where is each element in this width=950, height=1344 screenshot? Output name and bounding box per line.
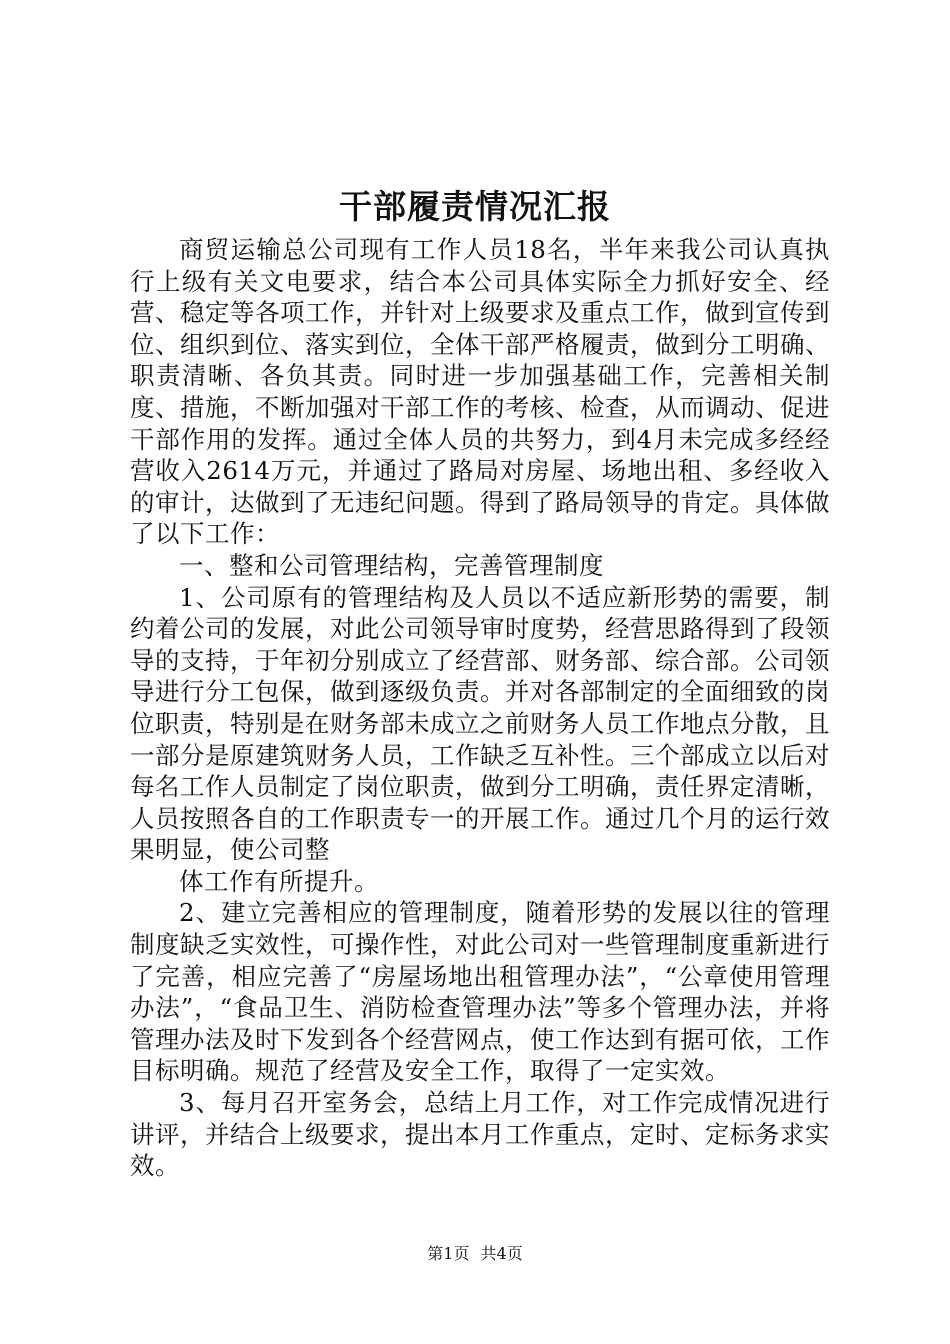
- section-heading-1: 一、整和公司管理结构，完善管理制度: [179, 550, 604, 580]
- item-1-continuation: 体工作有所提升。: [179, 866, 379, 896]
- item-1-paragraph: 1、公司原有的管理结构及人员以不适应新形势的需要，制约着公司的发展，对此公司领导审时度势，经营思路得到了段领导的支持，于年初分别成立了经营部、财务部、综合部。公司领导进行分工包保，做到逐级负责。并对各部制定的全面细致的岗位职责，特别是在财务部未成立之前财务人员工作地点分散，且一部分是原建筑财务人员，工作缺乏互补性。三个部成立以后对每名工作人员制定了岗位职责，做到分工明确，责任界定清晰，人员按照各自的工作职责专一的开展工作。通过几个月的运行效果明显，使公司整: [130, 582, 830, 865]
- item-3-paragraph: 3、每月召开室务会，总结上月工作，对工作完成情况进行讲评，并结合上级要求，提出本月工作重点，定时、定标务求实效。: [130, 1088, 830, 1181]
- page-total: 共4页: [480, 1244, 523, 1263]
- intro-paragraph: 商贸运输总公司现有工作人员18名，半年来我公司认真执行上级有关文电要求，结合本公司具体实际全力抓好安全、经营、稳定等各项工作，并针对上级要求及重点工作，做到宣传到位、组织到位、落实到位，全体干部严格履责，做到分工明确、职责清晰、各负其责。同时进一步加强基础工作，完善相关制度、措施，不断加强对干部工作的考核、检查，从而调动、促进干部作用的发挥。通过全体人员的共努力，到4月未完成多经经营收入2614万元，并通过了路局对房屋、场地出租、多经收入的审计，达做到了无违纪问题。得到了路局领导的肯定。具体做了以下工作：: [130, 235, 830, 549]
- document-title: 干部履责情况汇报: [339, 187, 611, 226]
- item-2-paragraph: 2、建立完善相应的管理制度，随着形势的发展以往的管理制度缺乏实效性，可操作性，对此公司对一些管理制度重新进行了完善，相应完善了“房屋场地出租管理办法”，“公章使用管理办法”，“食品卫生、消防检查管理办法”等多个管理办法，并将管理办法及时下发到各个经营网点，使工作达到有据可依，工作目标明确。规范了经营及安全工作，取得了一定实效。: [130, 898, 830, 1086]
- page-number: 第1页: [427, 1244, 470, 1263]
- document-body: [130, 234, 830, 1182]
- page-footer: [0, 1243, 950, 1265]
